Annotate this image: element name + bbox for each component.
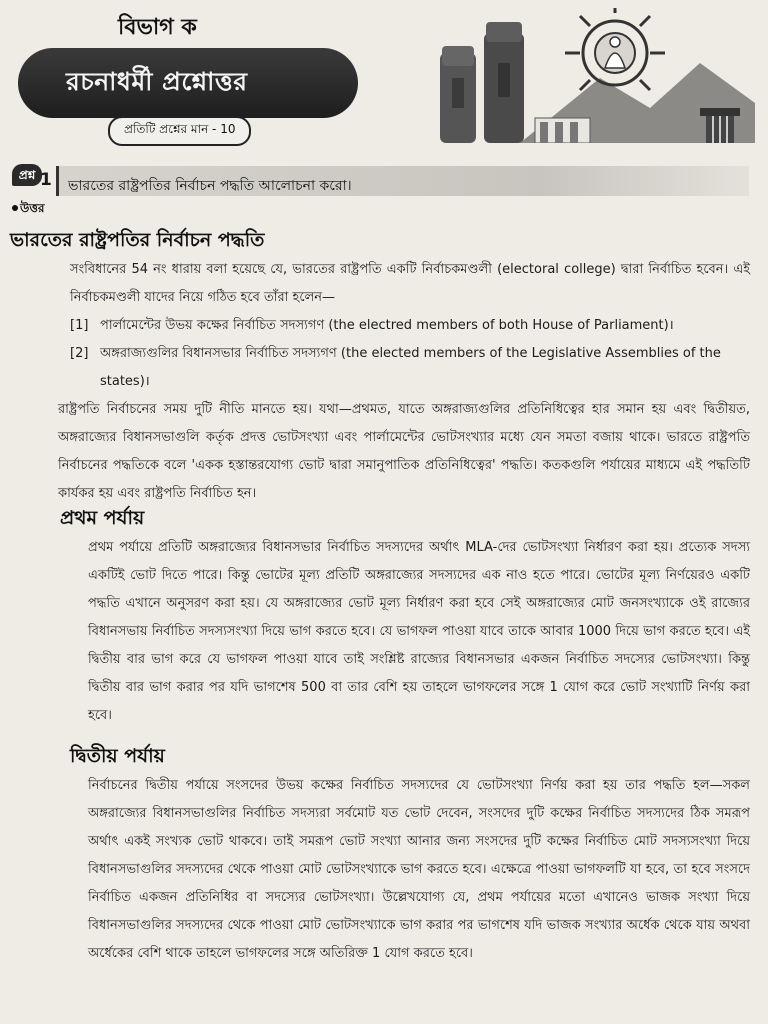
answer-label: উত্তর	[20, 201, 45, 215]
list-number: [1]	[70, 318, 89, 333]
second-phase-paragraph: নির্বাচনের দ্বিতীয় পর্যায়ে সংসদের উভয় কক্ষের নির্বাচিত সদস্যদের যে ভোটসংখ্যা নির্ণয় করা হয় তার পদ্ধতি হল—সকল অঙ্গরাজ্যের বিধানসভাগুলির নির্বাচিত সদস্যরা সর্বমোট যত ভোট দেবেন, সংসদের দুটি কক্ষের নির্বাচিত সদস্যদের ঠিক সমরূপ অর্থাৎ একই সংখ্যক ভোট থাকবে। তাই সমরূপ ভোট সংখ্যা আনার জন্য সংসদের দুটি কক্ষের নির্বাচিত মোট সদস্যসংখ্যা দিয়ে বিধানসভাগুলির সদস্যদের থেকে পাওয়া মোট ভোটসংখ্যাকে ভাগ করতে হবে। এক্ষেত্রে পাওয়া ভাগফলটি যা হবে, তা হবে সংসদে নির্বাচিত একজন প্রতিনিধির বা সদস্যের ভোটসংখ্যা। উল্লেখযোগ্য যে, প্রথম পর্যায়ের মতো এখানেও ভাজক সংখ্যা দিয়ে বিধানসভাগুলির সদস্যদের থেকে পাওয়া মোট ভোটসংখ্যাকে ভাগ করার পর ভাগশেষ যদি ভাজক সংখ্যার অর্ধেক থেকে যায় অথবা অর্ধেকের বেশি থাকে তাহলে ভাগফলের সঙ্গে অতিরিক্ত 1 যোগ করতে হবে।	[88, 778, 750, 961]
section-label: বিভাগ ক	[118, 15, 197, 40]
statue-icon	[440, 46, 476, 143]
second-phase-heading: দ্বিতীয় পর্যায়	[70, 745, 165, 767]
principles-paragraph: রাষ্ট্রপতি নির্বাচনের সময় দুটি নীতি মানতে হয়। যথা—প্রথমত, যাতে অঙ্গরাজ্যগুলির প্রতিনিধিত্বের হার সমান হয় এবং দ্বিতীয়ত, অঙ্গরাজ্যের বিধানসভাগুলি কর্তৃক প্রদত্ত ভোটসংখ্যা এবং পার্লামেন্টের ভোটসংখ্যার মধ্যে যেন সমতা বজায় থাকে। ভারতে রাষ্ট্রপতি নির্বাচনের পদ্ধতিকে বলে 'একক হস্তান্তরযোগ্য ভোট দ্বারা সমানুপাতিক প্রতিনিধিত্বের' পদ্ধতি। কতকগুলি পর্যায়ের মাধ্যমে এই পদ্ধতিটি কার্যকর হয় এবং রাষ্ট্রপতি নির্বাচিত হন।	[58, 402, 750, 501]
intro-paragraph: সংবিধানের 54 নং ধারায় বলা হয়েছে যে, ভারতের রাষ্ট্রপতি একটি নির্বাচকমণ্ডলী (electoral college) দ্বারা নির্বাচিত হবেন। এই নির্বাচকমণ্ডলী যাদের নিয়ে গঠিত হবে তাঁরা হলেন—	[70, 262, 750, 305]
first-phase-heading: প্রথম পর্যায়	[60, 507, 145, 529]
question-number: 1	[40, 170, 52, 190]
sun-icon	[565, 8, 665, 90]
list-item: পার্লামেন্টের উভয় কক্ষের নির্বাচিত সদস্যগণ (the electred members of both House of Parliament)।	[100, 318, 674, 333]
list-item: অঙ্গরাজ্যগুলির বিধানসভার নির্বাচিত সদস্যগণ (the elected members of the Legislative Assemblies of the states)।	[100, 346, 721, 389]
pillar-icon	[700, 108, 740, 143]
first-phase-paragraph: প্রথম পর্যায়ে প্রতিটি অঙ্গরাজ্যের বিধানসভার নির্বাচিত সদস্যদের অর্থাৎ MLA-দের ভোটসংখ্যা নির্ধারণ করা হয়। প্রত্যেক সদস্য একটিই ভোট দিতে পারে। কিন্তু ভোটের মূল্য প্রতিটি অঙ্গরাজ্যের সদস্যদের এক নাও হতে পারে। ভোটের মূল্য নির্ণয়েরও একটি পদ্ধতি এখানে অনুসরণ করা হয়। যে অঙ্গরাজ্যের ভোট মূল্য নির্ধারণ করা হবে সেই অঙ্গরাজ্যের মোট জনসংখ্যাকে ওই রাজ্যের বিধানসভায় নির্বাচিত সদস্যসংখ্যা দিয়ে ভাগ করতে হবে। যে ভাগফল পাওয়া যাবে তাকে আবার 1000 দিয়ে ভাগ করতে হবে। এই দ্বিতীয় বার ভাগ করে যে ভাগফল পাওয়া যাবে তাই সংশ্লিষ্ট রাজ্যের বিধানসভার একজন নির্বাচিত সদস্যের ভোটসংখ্যা। কিন্তু দ্বিতীয় বার ভাগ করার পর যদি ভাগশেষ 500 বা তার বেশি হয় তাহলে ভাগফলের সঙ্গে 1 যোগ করে ভোট সংখ্যাটি নির্ণয় করা হবে।	[88, 540, 750, 723]
question-badge: প্রশ্ন	[12, 164, 42, 186]
marks-badge: প্রতিটি প্রশ্নের মান - 10	[108, 116, 251, 146]
header-illustration	[400, 8, 755, 143]
question-text: ভারতের রাষ্ট্রপতির নির্বাচন পদ্ধতি আলোচনা করো।	[68, 178, 352, 194]
statue-icon	[484, 22, 524, 143]
list-number: [2]	[70, 346, 89, 361]
main-heading: ভারতের রাষ্ট্রপতির নির্বাচন পদ্ধতি	[10, 229, 265, 251]
answer-bullet-icon	[12, 205, 18, 211]
banner-title: রচনাধর্মী প্রশ্নোত্তর	[66, 67, 248, 96]
